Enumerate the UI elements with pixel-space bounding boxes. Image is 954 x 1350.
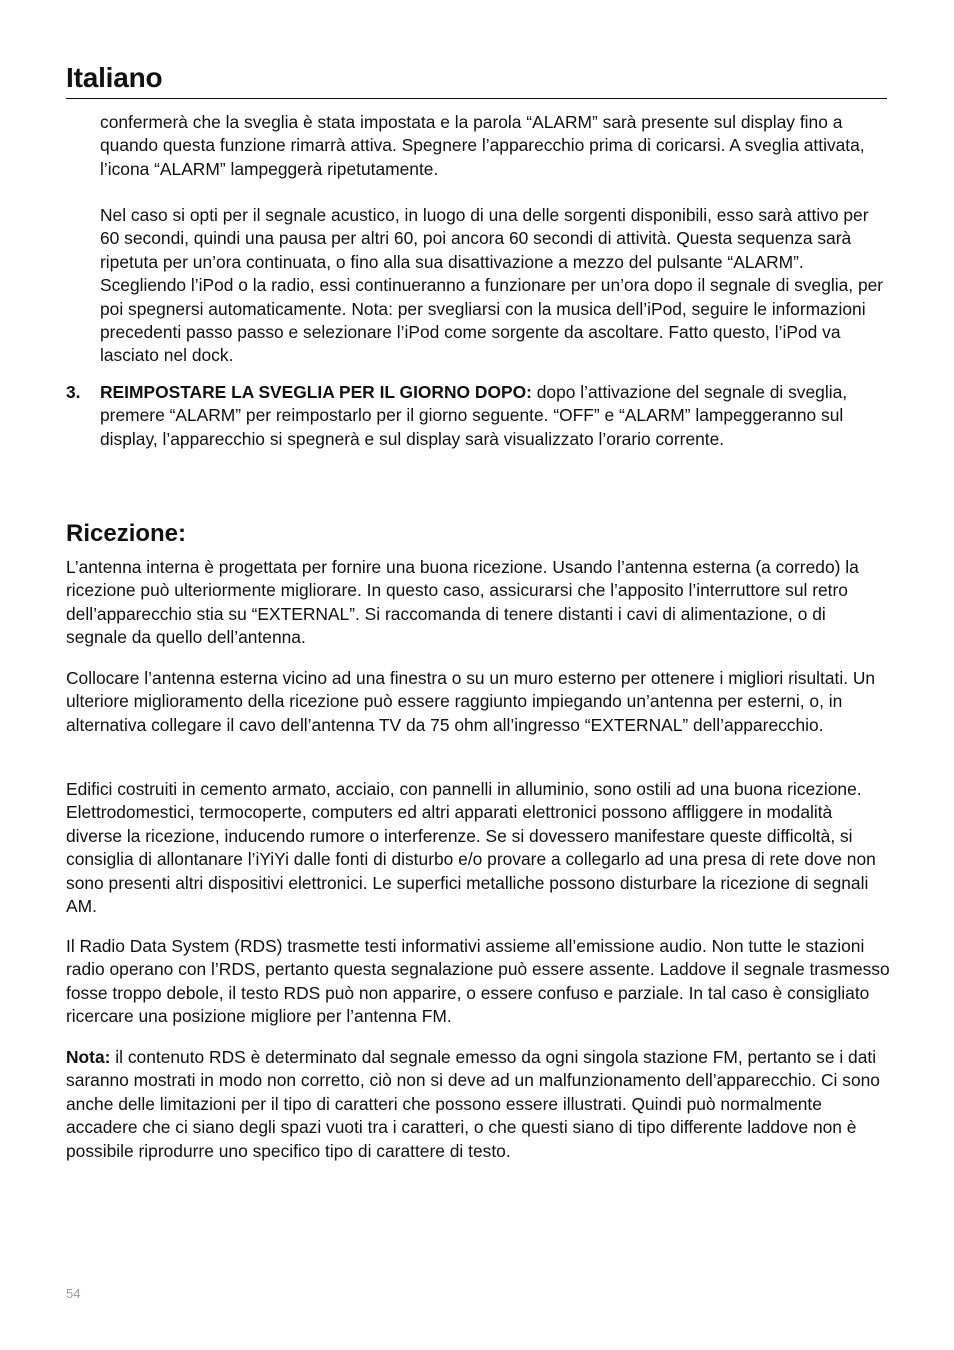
step-3-item xyxy=(66,381,890,451)
page-title: Italiano xyxy=(66,62,163,93)
rds-paragraph: Il Radio Data System (RDS) trasmette testi informativi assieme all’emissione audio. Non tutte le stazioni radio operano con l’RDS, pertanto questa segnalazione può essere assente. Laddove il segnale trasmesso fosse troppo debole, il testo RDS può non apparire, o essere confuso e parziale. In tal caso è consigliato ricercare una posizione migliore per l’antenna FM. xyxy=(66,936,890,1027)
step-number: 3. xyxy=(66,382,81,402)
page-header xyxy=(66,58,887,99)
page-number: 54 xyxy=(66,1286,81,1301)
note-paragraph xyxy=(66,1046,890,1163)
alarm-confirmation-paragraph: confermerà che la sveglia è stata impostata e la parola “ALARM” sarà presente sul display fino a quando questa funzione rimarrà attiva. Spegnere l’apparecchio prima di coricarsi. A sveglia attivata, l’icona “ALARM” lampeggerà ripetutamente. xyxy=(100,112,865,179)
step-3-lead: REIMPOSTARE LA SVEGLIA PER IL GIORNO DOPO: xyxy=(100,382,532,402)
antenna-internal-paragraph: L’antenna interna è progettata per fornire una buona ricezione. Usando l’antenna esterna (a corredo) la ricezione può ulteriormente migliorare. In questo caso, assicurarsi che l’apposito l’interruttore sul retro dell’apparecchio stia su “EXTERNAL”. Si raccomanda di tenere distanti i cavi di alimentazione, o di segnale da quello dell’antenna. xyxy=(66,557,859,648)
interference-paragraph: Edifici costruiti in cemento armato, acciaio, con pannelli in alluminio, sono ostili ad una buona ricezione. Elettrodomestici, termocoperte, computers ed altri apparati elettronici possono affliggere in modalità diverse la ricezione, inducendo rumore o interferenze. Se si dovessero manifestare queste difficoltà, si consiglia di allontanare l’iYiYi dalle fonti di disturbo e/o provare a collegarlo ad una presa di rete dove non sono presenti altri dispositivi elettronici. Le superfici metalliche possono disturbare la ricezione di segnali AM. xyxy=(66,779,876,917)
step-3-content xyxy=(100,381,890,451)
note-text: il contenuto RDS è determinato dal segnale emesso da ogni singola stazione FM, pertanto se i dati saranno mostrati in modo non corretto, ciò non si deve ad un malfunzionamento dell’apparecchio. Ci sono anche delle limitazioni per il tipo di caratteri che possono essere illustrati. Quindi può normalmente accadere che ci siano degli spazi vuoti tra i caratteri, o che questi siano di tipo differente laddove non è possibile riprodurre uno specifico tipo di carattere di testo. xyxy=(66,1047,880,1161)
acoustic-signal-paragraph: Nel caso si opti per il segnale acustico, in luogo di una delle sorgenti disponibili, esso sarà attivo per 60 secondi, quindi una pausa per altri 60, poi ancora 60 secondi di attività. Questa sequenza sarà ripetuta per un’ora continuata, o fino alla sua disattivazione a mezzo del pulsante “ALARM”. Scegliendo l’iPod o la radio, essi continueranno a funzionare per un’ora dopo il segnale di sveglia, per poi spegnersi automaticamente. Nota: per svegliarsi con la musica dell’iPod, seguire le informazioni precedenti passo passo e selezionare l’iPod come sorgente da ascoltare. Fatto questo, l’iPod va lasciato nel dock. xyxy=(100,205,884,366)
step-3-text: dopo l’attivazione del segnale di sveglia, premere “ALARM” per reimpostarlo per il giorno seguente. “OFF” e “ALARM” lampeggeranno sul display, l’apparecchio si spegnerà e sul display sarà visualizzato l’orario corrente. xyxy=(100,382,848,449)
note-label: Nota: xyxy=(66,1047,111,1067)
section-heading-ricezione: Ricezione: xyxy=(66,520,187,547)
antenna-external-paragraph: Collocare l’antenna esterna vicino ad una finestra o su un muro esterno per ottenere i migliori risultati. Un ulteriore miglioramento della ricezione può essere raggiunto impiegando un’antenna per esterni, o, in alternativa collegare il cavo dell’antenna TV da 75 ohm all’ingresso “EXTERNAL” dell’apparecchio. xyxy=(66,668,876,735)
